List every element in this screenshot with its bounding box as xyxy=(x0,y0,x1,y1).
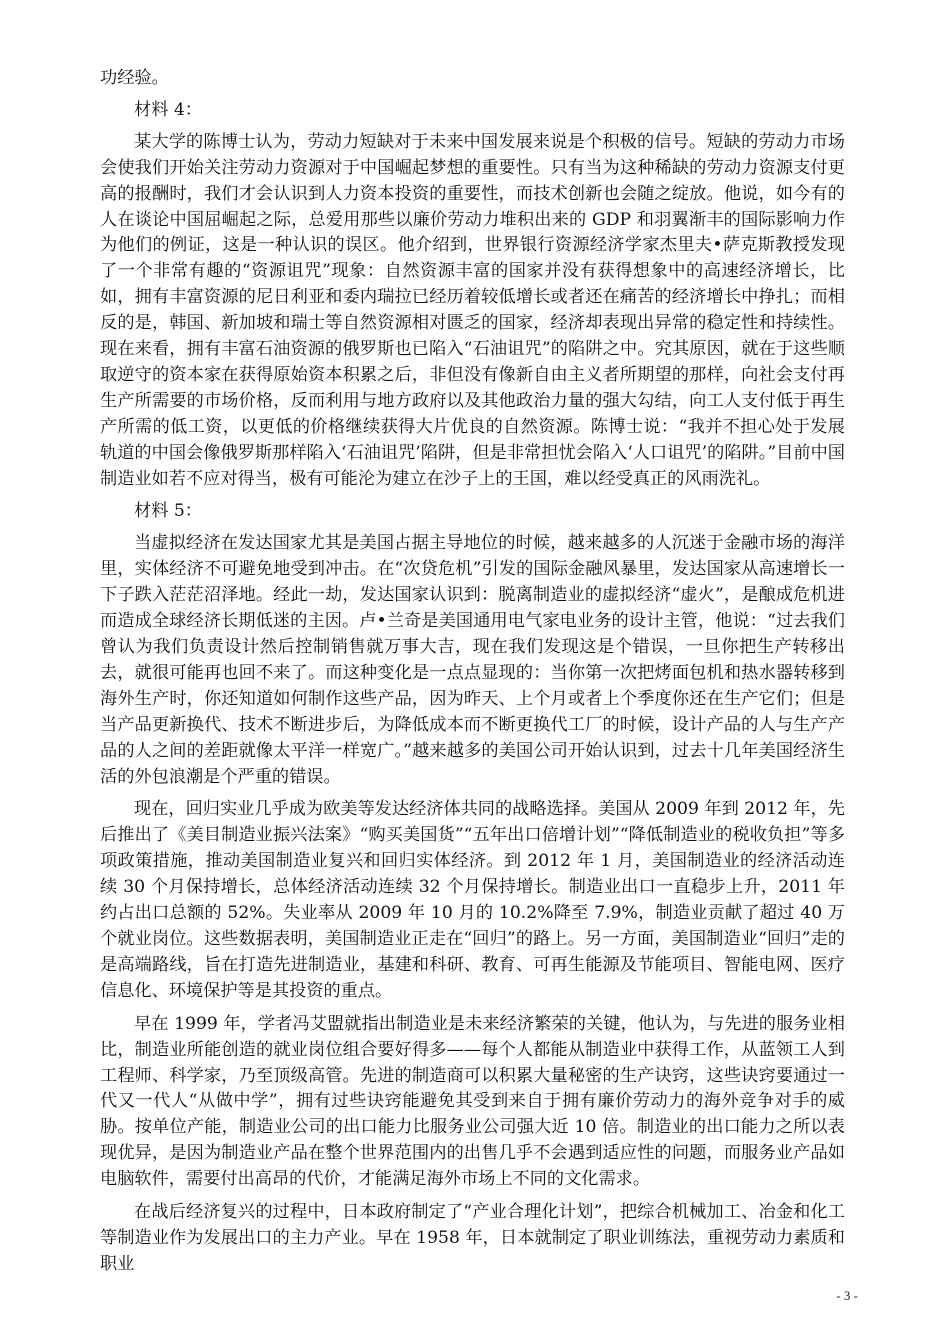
material-5-paragraph-3: 早在 1999 年，学者冯艾盟就指出制造业是未来经济繁荣的关键，他认为，与先进的服务业相比，制造业所能创造的就业岗位组合要好得多——每个人都能从制造业中获得工作，从蓝领工人到工程师、科学家，乃至顶级高管。先进的制造商可以积累大量秘密的生产诀窍，这些诀窍要通过一代又一代人“从做中学”，拥有过些诀窍能避免其受到来自于拥有廉价劳动力的海外竞争对手的威胁。按单位产能，制造业公司的出口能力比服务业公司强大近 10 倍。制造业的出口能力之所以表现优异，是因为制造业产品在整个世界范围内的出售几乎不会遇到适应性的问题，而服务业产品如电脑软件，需要付出高昂的代价，才能满足海外市场上不同的文化需求。 xyxy=(100,1013,845,1190)
document-body xyxy=(100,66,845,1278)
material-4-heading: 材料 4： xyxy=(134,99,202,120)
material-5-paragraph-1: 当虚拟经济在发达国家尤其是美国占据主导地位的时候，越来越多的人沉迷于金融市场的海洋里，实体经济不可避免地受到冲击。在“次贷危机”引发的国际金融风暴里，发达国家从高速增长一下子跌入茫茫沼泽地。经此一劫，发达国家认识到：脱离制造业的虚拟经济“虚火”，是酿成危机进而造成全球经济长期低迷的主因。卢•兰奇是美国通用电气家电业务的设计主管，他说：“过去我们曾认为我们负责设计然后控制销售就万事大吉，现在我们发现这是个错误，一旦你把生产转移出去，就很可能再也回不来了。而这种变化是一点点显现的：当你第一次把烤面包机和热水器转移到海外生产时，你还知道如何制作这些产品，因为昨天、上个月或者上个季度你还在生产它们；但是当产品更新换代、技术不断进步后，为降低成本而不断更换代工厂的时候，设计产品的人与生产产品的人之间的差距就像太平洋一样宽广。”越来越多的美国公司开始认识到，过去十几年美国经济生活的外包浪潮是个严重的错误。 xyxy=(100,533,845,787)
lead-line: 功经验。 xyxy=(100,68,169,88)
material-5-paragraph-2: 现在，回归实业几乎成为欧美等发达经济体共同的战略选择。美国从 2009 年到 2012 年，先后推出了《美目制造业振兴法案》“购买美国货”“五年出口倍增计划”“降低制造业的税收负担”等多项政策措施，推动美国制造业复兴和回归实体经济。到 2012 年 1 月，美国制造业的经济活动连续 30 个月保持增长，总体经济活动连续 32 个月保持增长。制造业出口一直稳步上升，2011 年约占出口总额的 52%。失业率从 2009 年 10 月的 10.2%降至 7.9%，制造业贡献了超过 40 万个就业岗位。这些数据表明，美国制造业正走在“回归”的路上。另一方面，美国制造业“回归”走的是高端路线，旨在打造先进制造业，基建和科研、教育、可再生能源及节能项目、智能电网、医疗信息化、环境保护等是其投资的重点。 xyxy=(100,799,845,1001)
material-4-paragraph: 某大学的陈博士认为，劳动力短缺对于未来中国发展来说是个积极的信号。短缺的劳动力市场会使我们开始关注劳动力资源对于中国崛起梦想的重要性。只有当为这种稀缺的劳动力资源支付更高的报酬时，我们才会认识到人力资本投资的重要性，而技术创新也会随之绽放。他说，如今有的人在谈论中国屈崛起之际，总爱用那些以廉价劳动力堆积出来的 GDP 和羽翼渐丰的国际影响力作为他们的例证，这是一种认识的误区。他介绍到，世界银行资源经济学家杰里夫•萨克斯教授发现了一个非常有趣的“资源诅咒”现象：自然资源丰富的国家并没有获得想象中的高速经济增长，比如，拥有丰富资源的尼日利亚和委内瑞拉已经历着较低增长或者还在痛苦的经济增长中挣扎；而相反的是，韩国、新加坡和瑞士等自然资源相对匮乏的国家，经济却表现出异常的稳定性和持续性。现在来看，拥有丰富石油资源的俄罗斯也已陷入“石油诅咒”的陷阱之中。究其原因，就在于这些顺取逆守的资本家在获得原始资本积累之后，非但没有像新自由主义者所期望的那样，向社会支付再生产所需要的市场价格，反而利用与地方政府以及其他政治力量的强大勾结，向工人支付低于再生产所需的低工资，以更低的价格继续获得大片优良的自然资源。陈博士说：“我并不担心处于发展轨道的中国会像俄罗斯那样陷入‘石油诅咒’陷阱，但是非常担忧会陷入‘人口诅咒’的陷阱。”目前中国制造业如若不应对得当，极有可能沦为建立在沙子上的王国，难以经受真正的风雨洗礼。 xyxy=(100,131,845,489)
material-5-heading: 材料 5： xyxy=(134,500,202,521)
page-number: - 3 - xyxy=(836,1288,858,1303)
material-5-paragraph-4: 在战后经济复兴的过程中，日本政府制定了“产业合理化计划”，把综合机械加工、冶金和化工等制造业作为发展出口的主力产业。早在 1958 年，日本就制定了职业训练法，重视劳动力素质和职业 xyxy=(100,1202,845,1274)
